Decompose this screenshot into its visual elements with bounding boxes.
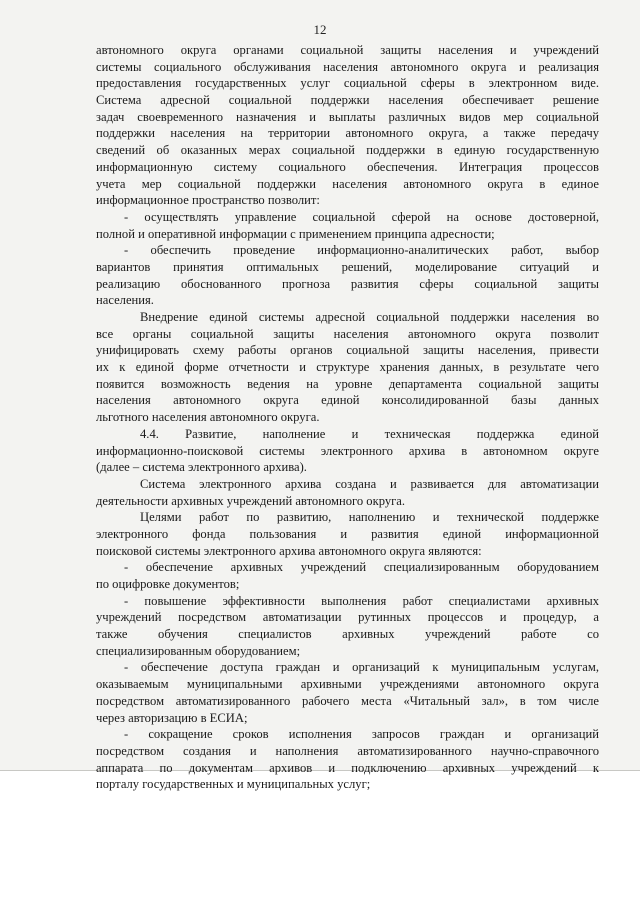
text-line: через авторизацию в ЕСИА; [96, 710, 248, 725]
text-line: Внедрение единой системы адресной социальной поддержки населения во [140, 310, 599, 324]
text-line: специализированным оборудованием; [96, 643, 301, 658]
text-line: аппарата по документам архивов и подключению архивных учреждений к [96, 760, 599, 775]
text-line: деятельности архивных учреждений автономного округа. [96, 493, 406, 508]
text-line: порталу государственных и муниципальных услуг; [96, 777, 371, 792]
text-line: задач своевременного назначения и выплаты различных видов мер социальной [96, 109, 599, 124]
text-line: посредством автоматизированного рабочего места «Читальный зал», в том числе [96, 693, 599, 708]
page-number: 12 [313, 22, 327, 37]
text-line: информационное пространство позволит: [96, 193, 320, 208]
text-line: оказываемым муниципальными архивными учреждениями автономного округа [96, 677, 599, 692]
text-line: - обеспечение доступа граждан и организаций к муниципальным услугам, [124, 660, 599, 675]
text-line: посредством создания и наполнения автоматизированного научно-справочного [96, 743, 599, 758]
text-line: (далее – система электронного архива). [96, 460, 307, 475]
text-line: 4.4. Развитие, наполнение и техническая поддержка единой [140, 426, 599, 441]
text-line: предоставления государственных услуг социальной сферы в электронном виде. [96, 76, 599, 91]
text-line: - обеспечение архивных учреждений специализированным оборудованием [124, 560, 599, 575]
text-line: учета мер социальной поддержки населения автономного округа в единое [96, 176, 599, 191]
text-line: Система электронного архива создана и развивается для автоматизации [140, 476, 599, 491]
text-line: населения. [96, 293, 154, 308]
text-line: сведений об оказанных мерах социальной поддержки в единую государственную [96, 143, 599, 158]
text-line: также обучения специалистов архивных учреждений работе со [96, 627, 599, 642]
text-line: системы социального обслуживания населения автономного округа и реализация [96, 59, 599, 74]
document-body [96, 42, 599, 793]
text-line: все органы социальной защиты населения автономного округа позволит [96, 326, 599, 341]
text-line: поддержки населения на территории автономного округа, а также передачу [96, 126, 599, 141]
text-line: полной и оперативной информации с применением принципа адресности; [96, 226, 495, 241]
text-line: льготного населения автономного округа. [96, 410, 320, 425]
text-line: информационно-поисковой системы электронного архива в автономном округе [96, 443, 599, 458]
text-line: Система адресной социальной поддержки населения обеспечивает решение [96, 93, 599, 108]
text-line: появится возможность ведения на уровне департамента социальной защиты [96, 376, 599, 391]
text-line: - осуществлять управление социальной сферой на основе достоверной, [124, 209, 599, 224]
text-line: информационную систему социального обеспечения. Интеграция процессов [96, 159, 599, 174]
text-line: электронного фонда пользования и развития единой информационной [96, 526, 599, 541]
text-line: поисковой системы электронного архива автономного округа являются: [96, 543, 482, 558]
text-line: - обеспечить проведение информационно-аналитических работ, выбор [124, 243, 599, 258]
text-line: автономного округа органами социальной защиты населения и учреждений [96, 43, 599, 57]
text-line: реализацию обоснованного прогноза развития сферы социальной защиты [96, 276, 599, 291]
text-line: Целями работ по развитию, наполнению и технической поддержке [140, 510, 599, 525]
text-line: учреждений посредством автоматизации рутинных процессов и процедур, а [96, 610, 599, 625]
text-line: вариантов принятия оптимальных решений, моделирование ситуаций и [96, 259, 599, 274]
text-line: по оцифровке документов; [96, 577, 240, 591]
text-line: унифицировать схему работы органов социальной защиты населения, привести [96, 343, 599, 358]
text-line: населения автономного округа единой консолидированной базы данных [96, 393, 599, 408]
text-line: - повышение эффективности выполнения работ специалистами архивных [124, 593, 599, 608]
text-line: - сокращение сроков исполнения запросов граждан и организаций [124, 727, 599, 742]
text-line: их к единой форме отчетности и структуре хранения данных, в результате чего [96, 360, 599, 375]
